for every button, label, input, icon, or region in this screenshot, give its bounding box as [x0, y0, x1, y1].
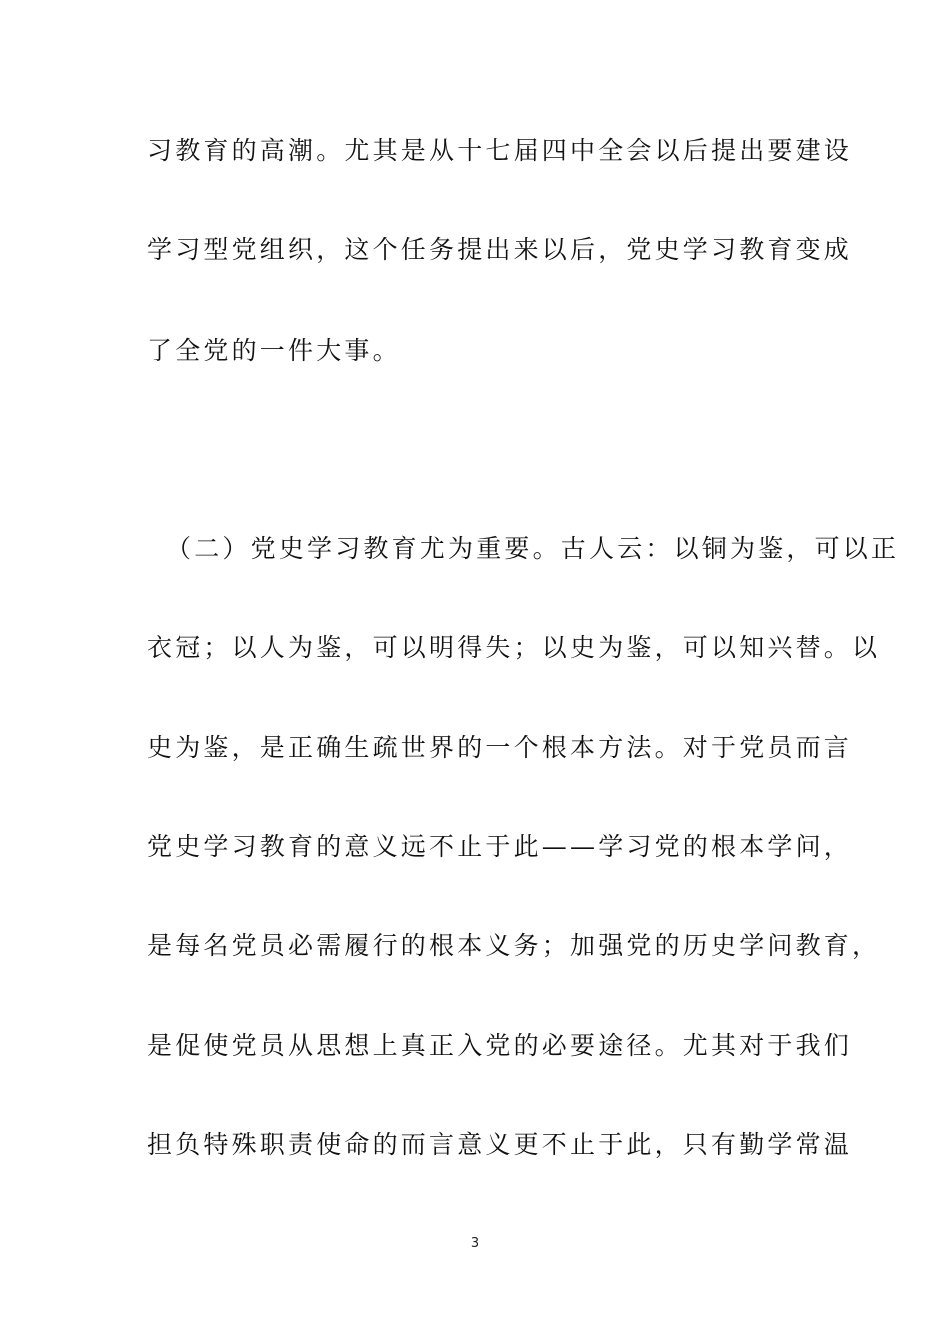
text-line: 是每名党员必需履行的根本义务；加强党的历史学问教育， — [147, 931, 881, 960]
text-line: 党史学习教育的意义远不止于此——学习党的根本学问， — [147, 832, 853, 861]
text-line: 史为鉴，是正确生疏世界的一个根本方法。对于党员而言 — [147, 733, 853, 762]
text-line: 衣冠；以人为鉴，可以明得失；以史为鉴，可以知兴替。以 — [147, 633, 881, 662]
text-line: 担负特殊职责使命的而言意义更不止于此，只有勤学常温 — [147, 1130, 853, 1159]
text-line: 学习型党组织，这个任务提出来以后，党史学习教育变成 — [147, 235, 853, 264]
text-line: 是促使党员从思想上真正入党的必要途径。尤其对于我们 — [147, 1031, 853, 1060]
text-line: 了全党的一件大事。 — [147, 336, 401, 365]
text-line: （二）党史学习教育尤为重要。古人云：以铜为鉴，可以正 — [166, 534, 900, 563]
page-number: 3 — [470, 1236, 480, 1251]
text-line: 习教育的高潮。尤其是从十七届四中全会以后提出要建设 — [147, 136, 853, 165]
